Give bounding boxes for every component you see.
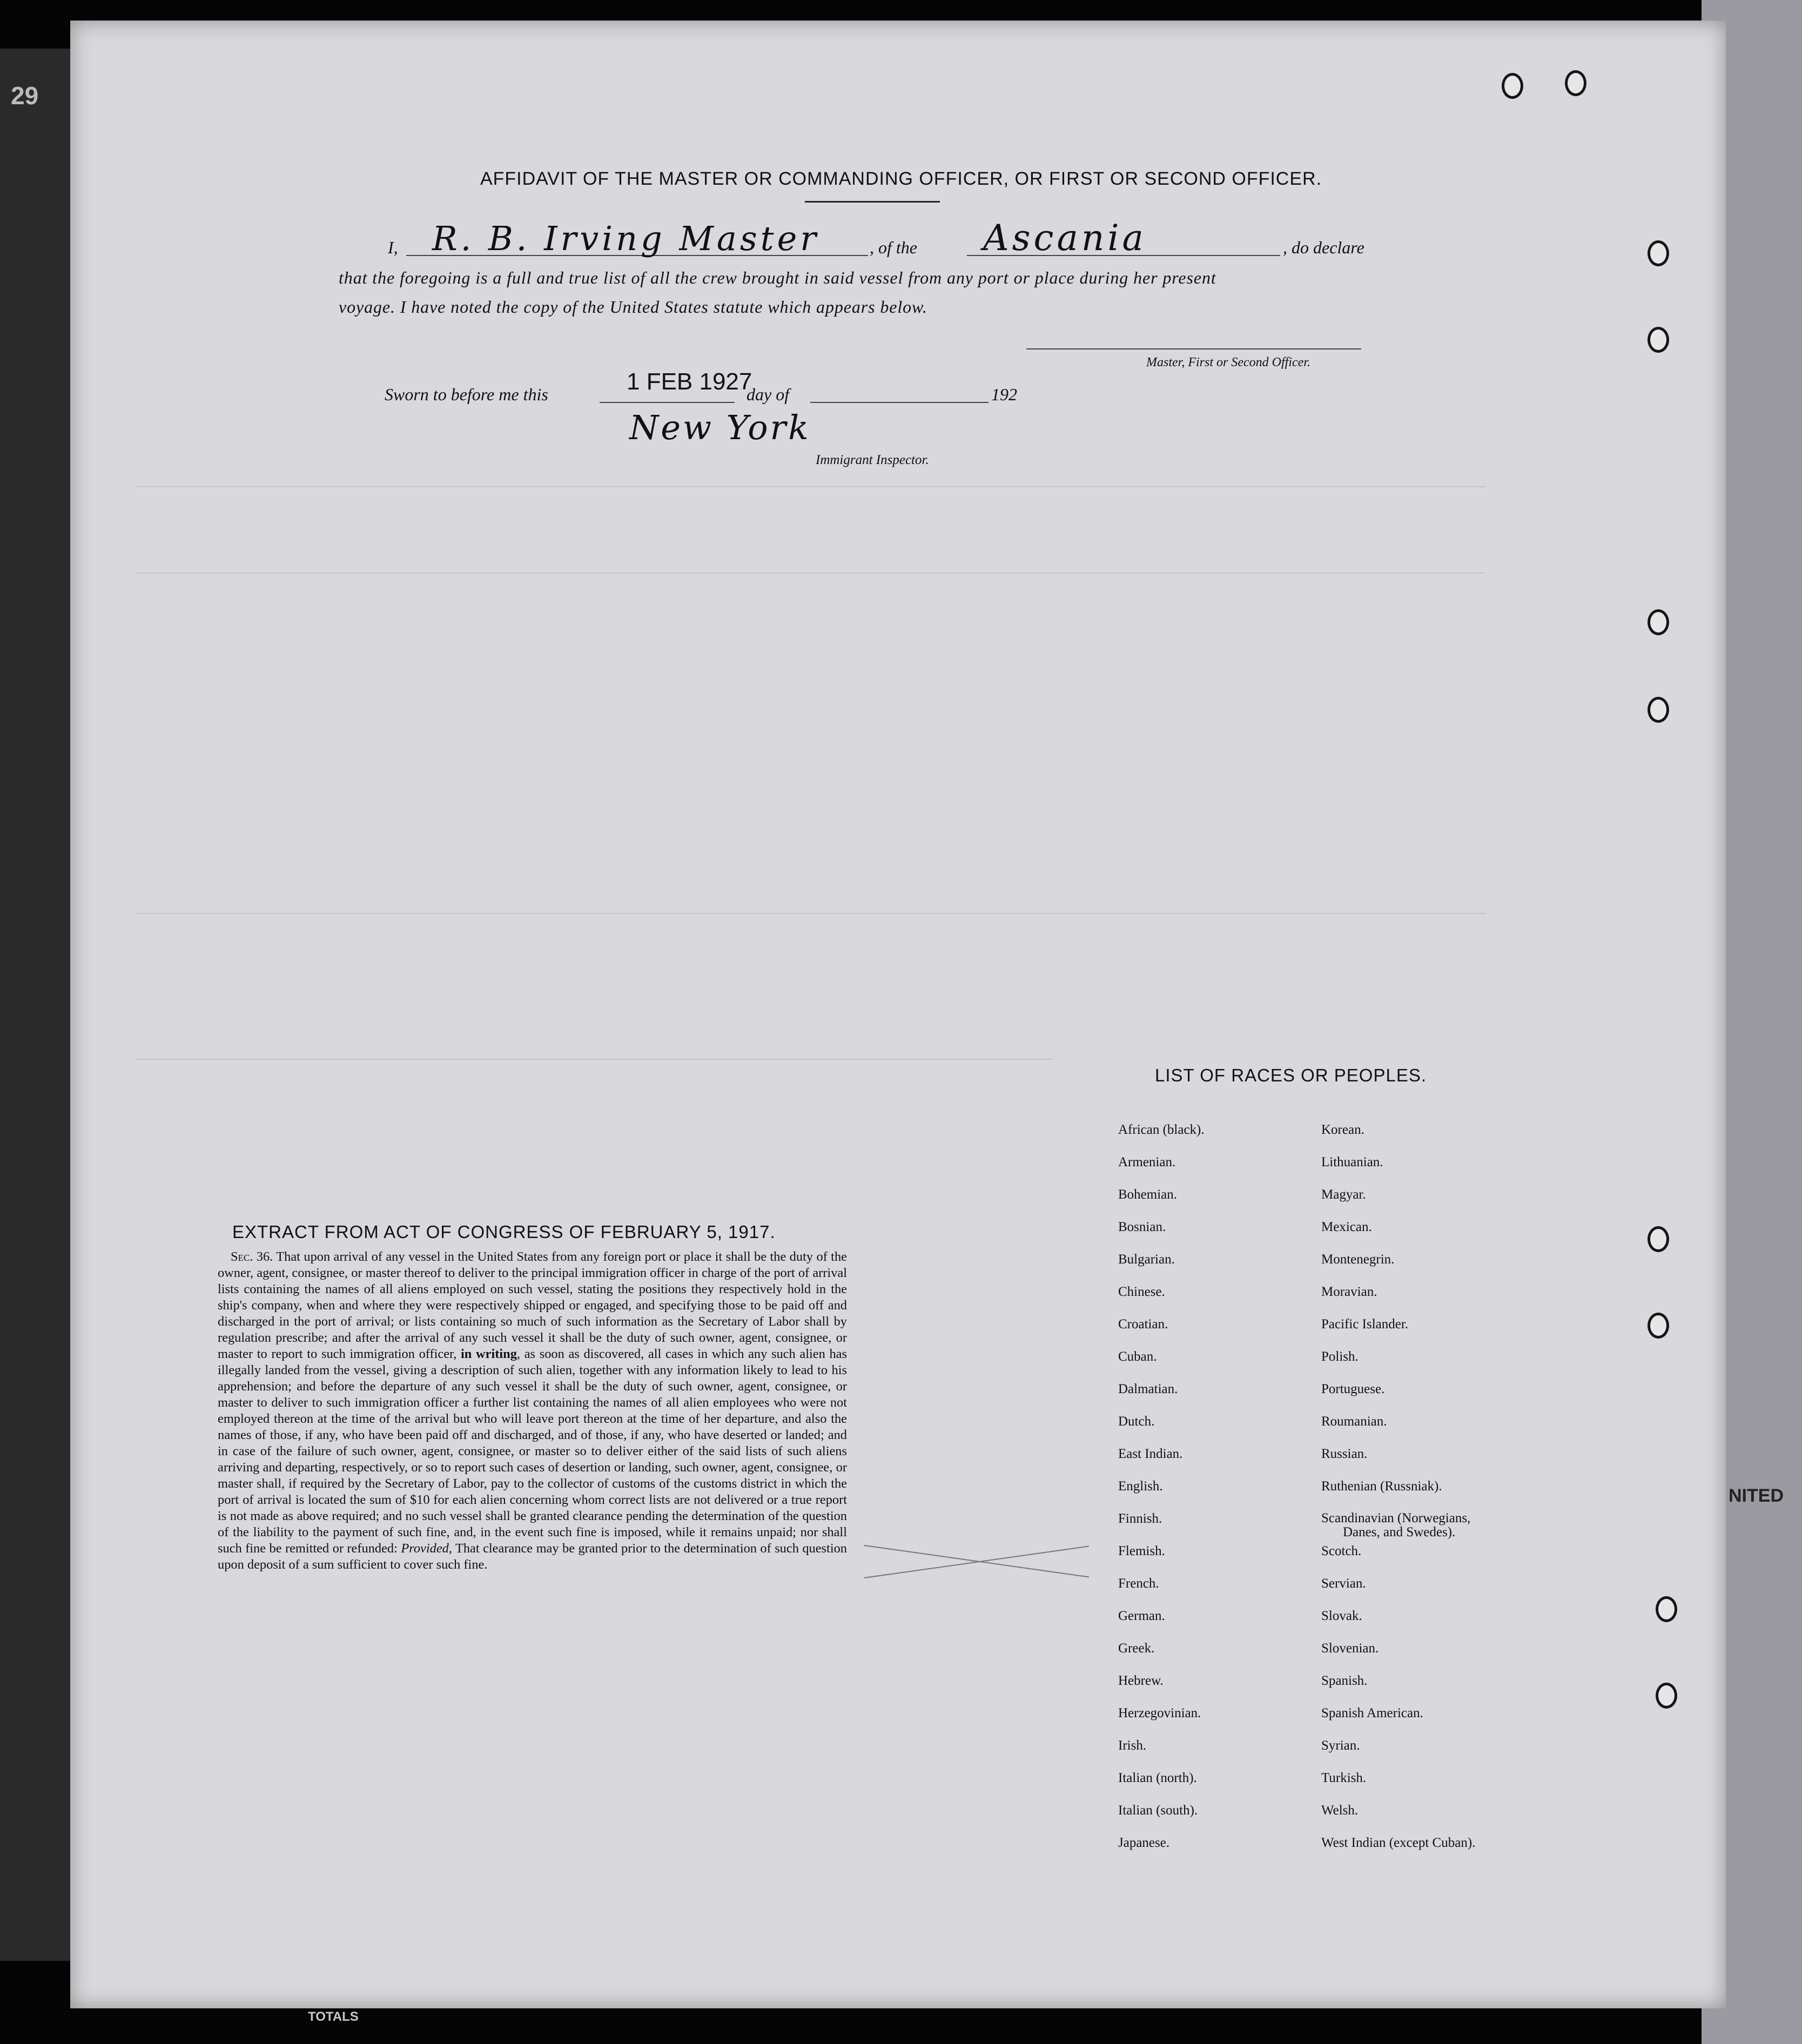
- race-item: Cuban.: [1118, 1349, 1157, 1364]
- signature-line: [1026, 348, 1361, 349]
- extract-body: [218, 1249, 847, 1573]
- race-item: Servian.: [1321, 1576, 1366, 1591]
- race-item: Dutch.: [1118, 1414, 1155, 1429]
- race-item: Bosnian.: [1118, 1220, 1166, 1234]
- signature-caption: Master, First or Second Officer.: [1146, 355, 1310, 369]
- race-item: Moravian.: [1321, 1285, 1377, 1299]
- binder-hole: [1656, 1596, 1677, 1622]
- declarant-handwritten: R. B. Irving Master: [432, 219, 819, 258]
- race-item: German.: [1118, 1609, 1165, 1623]
- race-item: Portuguese.: [1321, 1382, 1385, 1396]
- binder-hole: [1656, 1683, 1677, 1709]
- bleed-through-mark: [135, 913, 1485, 914]
- sworn-date-blank: [600, 402, 735, 403]
- race-item: Greek.: [1118, 1641, 1155, 1656]
- place-handwritten: New York: [629, 408, 811, 447]
- race-item: Montenegrin.: [1321, 1252, 1395, 1267]
- section-label: Sec. 36.: [231, 1249, 273, 1264]
- race-item: African (black).: [1118, 1122, 1205, 1137]
- totals-footer-label: TOTALS: [308, 2009, 359, 2024]
- binder-hole: [1565, 70, 1586, 96]
- race-item: Pacific Islander.: [1321, 1317, 1409, 1332]
- binder-hole: [1648, 1313, 1669, 1339]
- race-item: Bohemian.: [1118, 1187, 1178, 1202]
- year-prefix: 192: [991, 385, 1017, 404]
- bleed-through-mark: [135, 1059, 1053, 1060]
- race-item: Roumanian.: [1321, 1414, 1387, 1429]
- of-the-label: , of the: [870, 238, 917, 257]
- race-item: Scotch.: [1321, 1544, 1362, 1558]
- race-item: French.: [1118, 1576, 1159, 1591]
- race-item: Slovenian.: [1321, 1641, 1379, 1656]
- race-item: Syrian.: [1321, 1738, 1360, 1753]
- race-item: Japanese.: [1118, 1835, 1170, 1850]
- race-item: Italian (south).: [1118, 1803, 1198, 1818]
- extract-text-part-1: That upon arrival of any vessel in the United States from any foreign port or place it shall be the duty of the owner, agent, consignee, or master thereof to deliver to the principal immigration officer in charge of the port of arrival lists containing the names of all aliens employed on such vessel, stating the positions they respectively hold in the ship's company, when and where they were respectively shipped or engaged, and specifying those to be paid off and discharged in the port of arrival; or lists containing so much of such information as the Secretary of Labor shall by regulation prescribe; and after the arrival of any such vessel it shall be the duty of such owner, agent, consignee, or master to report to such immigration officer,: [218, 1249, 847, 1361]
- races-left-column: [1118, 1122, 1313, 1868]
- extract-title: EXTRACT FROM ACT OF CONGRESS OF FEBRUARY 5, 1917.: [232, 1222, 776, 1242]
- race-item: Welsh.: [1321, 1803, 1359, 1818]
- race-item: Ruthenian (Russniak).: [1321, 1479, 1442, 1494]
- race-item: East Indian.: [1118, 1447, 1183, 1461]
- race-item: Russian.: [1321, 1447, 1368, 1461]
- left-margin-number: 29: [11, 82, 39, 110]
- race-item: Korean.: [1321, 1122, 1364, 1137]
- race-item: English.: [1118, 1479, 1163, 1494]
- proviso-word: Provided: [401, 1541, 449, 1556]
- binder-hole: [1648, 327, 1669, 353]
- left-page-edge: [0, 49, 70, 1961]
- races-right-column: [1321, 1122, 1591, 1868]
- race-item: Turkish.: [1321, 1771, 1367, 1785]
- inspector-caption: Immigrant Inspector.: [816, 453, 929, 467]
- races-title: LIST OF RACES OR PEOPLES.: [1155, 1065, 1427, 1085]
- race-item: Finnish.: [1118, 1511, 1162, 1526]
- affidavit-title: AFFIDAVIT OF THE MASTER OR COMMANDING OFFICER, OR FIRST OR SECOND OFFICER.: [480, 169, 1322, 189]
- declaration-line-3: voyage. I have noted the copy of the United States statute which appears below.: [339, 297, 927, 317]
- binder-hole: [1648, 609, 1669, 635]
- sworn-prefix: Sworn to before me this: [385, 385, 548, 404]
- race-item: Scandinavian (Norwegians, Danes, and Swedes).: [1321, 1511, 1471, 1539]
- bleed-through-mark: [135, 573, 1485, 574]
- date-stamp: 1 FEB 1927: [627, 368, 752, 395]
- extract-text-part-3: , That clearance may be granted prior to the determination of such question upon deposit of a sum sufficient to cover such fine.: [218, 1541, 847, 1572]
- binder-hole: [1648, 697, 1669, 723]
- right-edge-fragment: NITED: [1729, 1485, 1784, 1506]
- race-item: Slovak.: [1321, 1609, 1362, 1623]
- extract-text-part-2: , as soon as discovered, all cases in which any such alien has illegally landed from the vessel, giving a description of such alien, together with any information likely to lead to his apprehension; and before the departure of any such vessel it shall be the duty of such owner, agent, consignee, or master to deliver to such immigration officer a further list containing the names of all alien employees who were not employed thereon at the time of the arrival but who will leave port thereon at the time of her departure, and also the names of those, if any, who have been paid off and discharged, and of those, if any, who have deserted or landed; and in case of the failure of such owner, agent, consignee, or master so to deliver either of the said lists of such aliens arriving and departing, respectively, or so to report such cases of desertion or landing, such owner, agent, consignee, or master shall, if required by the Secretary of Labor, pay to the collector of customs of the customs district in which the port of arrival is located the sum of $10 for each alien concerning whom correct lists are not delivered or a true report is not made as above required; and no such vessel shall be granted clearance pending the determination of the question of the liability to the payment of such fine, and, in the event such fine is imposed, while it remains unpaid; nor shall such fine be remitted or refunded:: [218, 1347, 847, 1556]
- race-item: Flemish.: [1118, 1544, 1165, 1558]
- binder-hole: [1648, 1226, 1669, 1252]
- binder-hole: [1502, 73, 1523, 99]
- race-item: Armenian.: [1118, 1155, 1176, 1169]
- do-declare-label: , do declare: [1283, 238, 1364, 257]
- race-item: Hebrew.: [1118, 1673, 1164, 1688]
- race-item: Herzegovinian.: [1118, 1706, 1201, 1720]
- race-item: Italian (north).: [1118, 1771, 1197, 1785]
- month-blank: [810, 402, 989, 403]
- race-item: Irish.: [1118, 1738, 1147, 1753]
- vessel-handwritten: Ascania: [983, 217, 1147, 259]
- binder-hole: [1648, 240, 1669, 266]
- race-item: Dalmatian.: [1118, 1382, 1178, 1396]
- emphasis-in-writing: in writing: [461, 1347, 517, 1361]
- race-item: Spanish.: [1321, 1673, 1368, 1688]
- race-item: Polish.: [1321, 1349, 1359, 1364]
- declaration-prefix: I,: [388, 238, 398, 257]
- bleed-through-mark: [135, 486, 1485, 487]
- race-item: Bulgarian.: [1118, 1252, 1175, 1267]
- day-of-label: day of: [747, 385, 790, 404]
- declaration-line-2: that the foregoing is a full and true list of all the crew brought in said vessel from any port or place during her present: [339, 268, 1216, 287]
- race-item: Spanish American.: [1321, 1706, 1423, 1720]
- race-item: Magyar.: [1321, 1187, 1366, 1202]
- race-item: Lithuanian.: [1321, 1155, 1383, 1169]
- title-underline: [805, 201, 940, 203]
- race-item: West Indian (except Cuban).: [1321, 1835, 1476, 1850]
- race-item: Mexican.: [1321, 1220, 1372, 1234]
- race-item: Croatian.: [1118, 1317, 1168, 1332]
- race-item: Chinese.: [1118, 1285, 1165, 1299]
